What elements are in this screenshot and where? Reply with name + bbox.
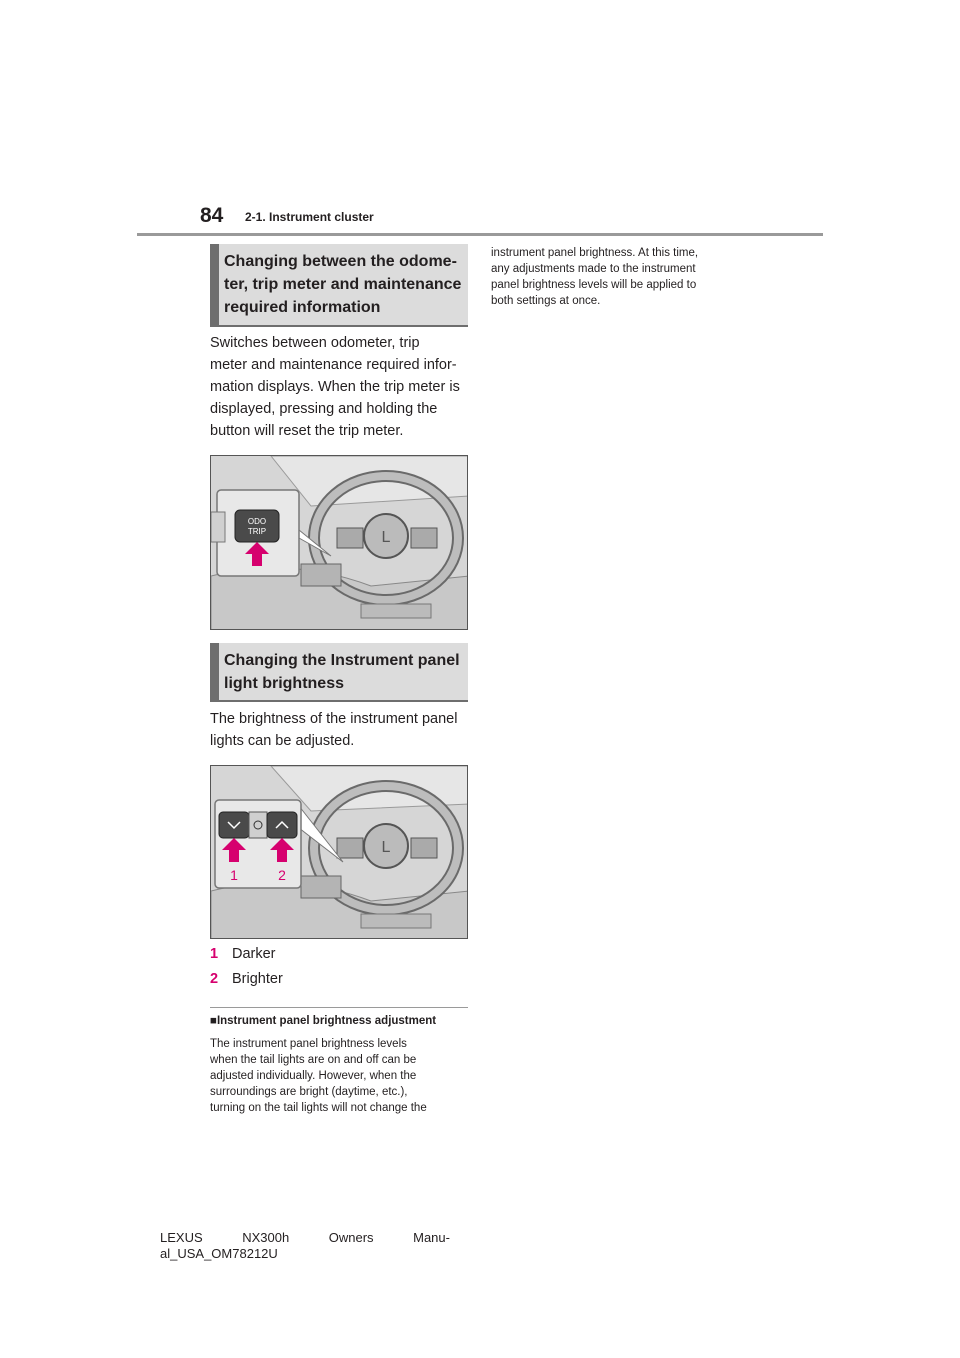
heading-line: Changing the Instrument panel xyxy=(224,652,460,669)
body-line: The brightness of the instrument panel xyxy=(210,711,458,727)
brightness-description xyxy=(210,708,472,752)
note-line: any adjustments made to the instrument xyxy=(491,263,696,275)
section-title: 2-1. Instrument cluster xyxy=(245,210,374,224)
odometer-description xyxy=(210,332,472,442)
brighter-button-drawing xyxy=(267,812,297,838)
svg-text:L: L xyxy=(381,529,391,546)
heading-line: required information xyxy=(224,299,381,316)
page-number: 84 xyxy=(200,204,224,227)
footer-line-2: al_USA_OM78212U xyxy=(160,1246,278,1261)
note-line: The instrument panel brightness levels xyxy=(210,1038,407,1050)
brightness-switch-illustration xyxy=(210,765,468,939)
body-line: displayed, pressing and holding the xyxy=(210,401,438,417)
odo-label: ODO xyxy=(247,517,267,526)
darker-button-drawing xyxy=(219,812,249,838)
callout-2: 2 xyxy=(278,867,286,883)
legend-number: 2 xyxy=(210,971,219,987)
footer-word: Owners xyxy=(328,1230,374,1245)
body-line: button will reset the trip meter. xyxy=(210,423,404,439)
legend-label: Brighter xyxy=(232,971,283,987)
legend-label: Darker xyxy=(232,946,276,962)
callout-1: 1 xyxy=(230,867,238,883)
legend-number: 1 xyxy=(210,946,219,962)
note-line: surroundings are bright (daytime, etc.), xyxy=(210,1086,408,1098)
note-line: panel brightness levels will be applied to xyxy=(491,279,697,291)
footer-word: Manu- xyxy=(413,1230,450,1245)
footer-word: LEXUS xyxy=(160,1230,203,1245)
note-line: adjusted individually. However, when the xyxy=(210,1070,417,1082)
note-heading: ■Instrument panel brightness adjustment xyxy=(210,1015,437,1027)
footer-line-1 xyxy=(160,1230,450,1246)
heading-panel-brightness xyxy=(210,643,468,702)
odo-trip-button-illustration xyxy=(210,455,468,630)
note-line: when the tail lights are on and off can be xyxy=(210,1054,417,1066)
dashboard-drawing xyxy=(211,456,468,630)
manual-footer xyxy=(160,1230,450,1262)
note-divider xyxy=(210,1007,468,1008)
legend-darker xyxy=(210,944,276,964)
body-line: mation displays. When the trip meter is xyxy=(210,379,460,395)
heading-line: light brightness xyxy=(224,675,344,692)
body-line: meter and maintenance required infor- xyxy=(210,357,457,373)
trip-label: TRIP xyxy=(247,527,267,536)
legend-brighter xyxy=(210,969,283,989)
svg-text:L: L xyxy=(381,839,391,856)
note-line: both settings at once. xyxy=(491,295,601,307)
dashboard-drawing xyxy=(211,766,468,939)
heading-odometer-trip xyxy=(210,244,468,327)
note-line: instrument panel brightness. At this time, xyxy=(491,247,699,259)
body-line: lights can be adjusted. xyxy=(210,733,355,749)
header-divider xyxy=(137,233,823,236)
body-line: Switches between odometer, trip xyxy=(210,335,420,351)
note-line: turning on the tail lights will not change the xyxy=(210,1102,427,1114)
note-text-right xyxy=(491,245,741,309)
heading-line: Changing between the odome- xyxy=(224,253,457,270)
note-text-left xyxy=(210,1036,472,1116)
footer-word: NX300h xyxy=(242,1230,290,1245)
heading-line: ter, trip meter and maintenance xyxy=(224,276,462,293)
